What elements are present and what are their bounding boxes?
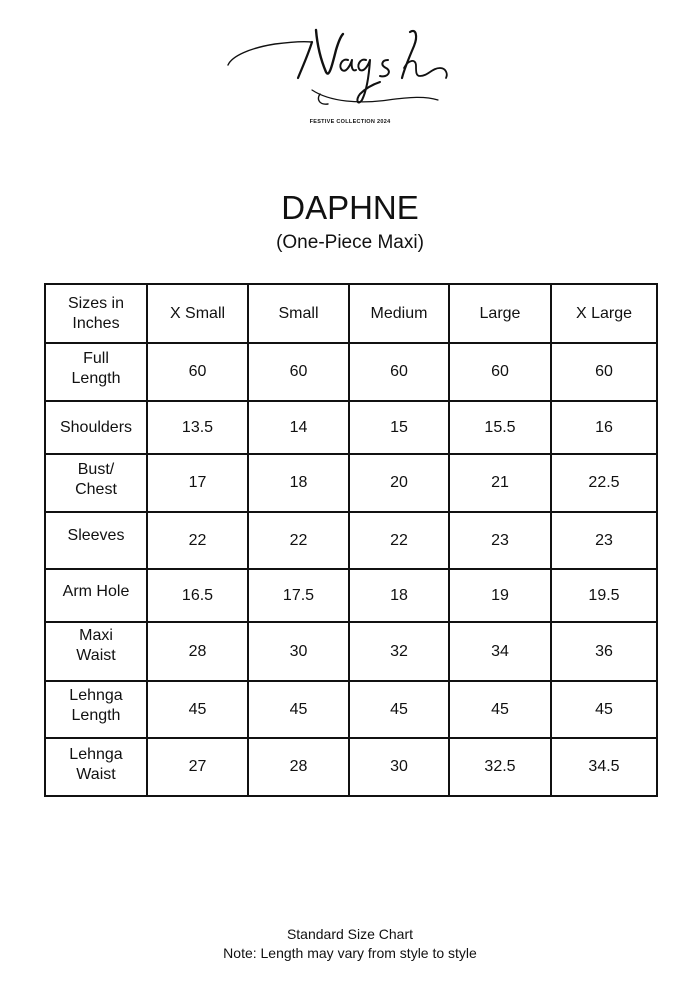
column-header-x-small: X Small (147, 284, 248, 343)
naqsh-script-logo-icon (220, 20, 480, 120)
footer-notes (0, 925, 700, 963)
table-row-shoulders (45, 401, 657, 454)
value-cell: 22 (147, 512, 248, 569)
row-label-cell: Sleeves (45, 512, 147, 569)
value-cell: 28 (248, 738, 349, 796)
value-cell: 23 (551, 512, 657, 569)
value-cell: 34.5 (551, 738, 657, 796)
table-row-full-length (45, 343, 657, 401)
value-cell: 19.5 (551, 569, 657, 622)
value-cell: 23 (449, 512, 551, 569)
brand-tagline: FESTIVE COLLECTION 2024 (309, 119, 391, 125)
value-cell: 30 (349, 738, 449, 796)
column-header-small: Small (248, 284, 349, 343)
table-row-bust-chest (45, 454, 657, 512)
value-cell: 14 (248, 401, 349, 454)
value-cell: 20 (349, 454, 449, 512)
value-cell: 30 (248, 622, 349, 681)
value-cell: 19 (449, 569, 551, 622)
value-cell: 21 (449, 454, 551, 512)
row-label-cell: Shoulders (45, 401, 147, 454)
footer-note: Note: Length may vary from style to style (223, 945, 477, 961)
value-cell: 60 (147, 343, 248, 401)
value-cell: 22 (248, 512, 349, 569)
value-cell: 22.5 (551, 454, 657, 512)
value-cell: 34 (449, 622, 551, 681)
corner-header-cell: Sizes in Inches (45, 284, 147, 343)
value-cell: 45 (147, 681, 248, 738)
column-header-x-large: X Large (551, 284, 657, 343)
value-cell: 45 (248, 681, 349, 738)
table-row-maxi-waist (45, 622, 657, 681)
value-cell: 32 (349, 622, 449, 681)
row-label-cell: Maxi Waist (45, 622, 147, 681)
size-chart-table (44, 283, 658, 797)
value-cell: 45 (349, 681, 449, 738)
row-label-cell: Full Length (45, 343, 147, 401)
column-header-large: Large (449, 284, 551, 343)
value-cell: 60 (449, 343, 551, 401)
table-row-arm-hole (45, 569, 657, 622)
value-cell: 17 (147, 454, 248, 512)
value-cell: 13.5 (147, 401, 248, 454)
value-cell: 60 (349, 343, 449, 401)
value-cell: 15.5 (449, 401, 551, 454)
brand-logo (220, 20, 480, 135)
table-header-row (45, 284, 657, 343)
column-header-medium: Medium (349, 284, 449, 343)
value-cell: 60 (551, 343, 657, 401)
table-row-lehnga-length (45, 681, 657, 738)
value-cell: 18 (248, 454, 349, 512)
value-cell: 22 (349, 512, 449, 569)
footer-title: Standard Size Chart (286, 926, 414, 942)
value-cell: 16.5 (147, 569, 248, 622)
value-cell: 45 (449, 681, 551, 738)
row-label-cell: Lehnga Length (45, 681, 147, 738)
value-cell: 28 (147, 622, 248, 681)
value-cell: 16 (551, 401, 657, 454)
table-row-sleeves (45, 512, 657, 569)
value-cell: 45 (551, 681, 657, 738)
value-cell: 32.5 (449, 738, 551, 796)
value-cell: 18 (349, 569, 449, 622)
product-subtitle: (One-Piece Maxi) (276, 232, 424, 253)
row-label-cell: Lehnga Waist (45, 738, 147, 796)
row-label-cell: Arm Hole (45, 569, 147, 622)
value-cell: 27 (147, 738, 248, 796)
value-cell: 36 (551, 622, 657, 681)
value-cell: 60 (248, 343, 349, 401)
value-cell: 15 (349, 401, 449, 454)
value-cell: 17.5 (248, 569, 349, 622)
row-label-cell: Bust/ Chest (45, 454, 147, 512)
product-title: DAPHNE (281, 189, 419, 226)
table-row-lehnga-waist (45, 738, 657, 796)
